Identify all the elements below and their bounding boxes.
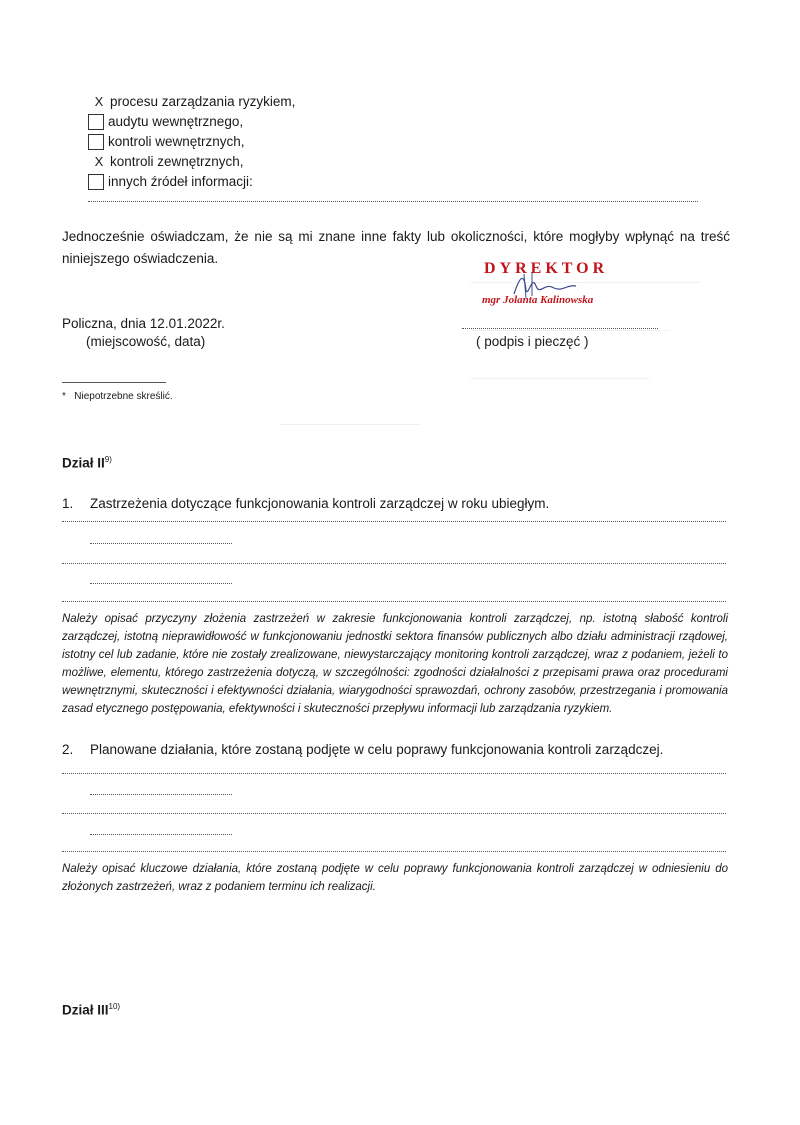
item-2-number: 2. bbox=[62, 742, 74, 757]
bleed-through bbox=[470, 330, 670, 331]
signature-line bbox=[462, 328, 658, 329]
dotted-line bbox=[62, 601, 726, 602]
dotted-line bbox=[88, 201, 698, 202]
stamp-title: DYREKTOR bbox=[484, 260, 609, 277]
section-2-title-text: Dział II bbox=[62, 455, 105, 471]
dotted-line bbox=[62, 851, 726, 852]
dotted-line bbox=[62, 563, 726, 564]
dotted-line bbox=[62, 773, 726, 774]
x-mark: X bbox=[94, 94, 104, 109]
dotted-line bbox=[90, 543, 232, 544]
bleed-through bbox=[280, 424, 420, 425]
section-3-footnote-ref: 10) bbox=[108, 1002, 121, 1011]
place-date-caption: (miejscowość, data) bbox=[86, 334, 206, 349]
declaration-text: Jednocześnie oświadczam, że nie są mi znane inne fakty lub okoliczności, które mogłyby wpłynąć na treść niniejszego oświadczenia. bbox=[62, 229, 730, 266]
item-2 bbox=[62, 742, 663, 757]
source-item bbox=[88, 92, 295, 112]
source-label: innych źródeł informacji: bbox=[108, 174, 253, 189]
bleed-through bbox=[470, 378, 650, 379]
stamp-name: mgr Jolanta Kalinowska bbox=[482, 294, 594, 306]
place-date: Policzna, dnia 12.01.2022r. bbox=[62, 316, 225, 331]
source-label: procesu zarządzania ryzykiem, bbox=[110, 94, 296, 109]
section-2-title bbox=[62, 455, 112, 471]
item-2-text: Planowane działania, które zostaną podjęte w celu poprawy funkcjonowania kontroli zarządczej. bbox=[90, 742, 664, 757]
dotted-line bbox=[90, 583, 232, 584]
source-item bbox=[88, 172, 295, 192]
footnote bbox=[62, 391, 173, 402]
dotted-line bbox=[62, 813, 726, 814]
x-mark: X bbox=[94, 154, 104, 169]
checkbox[interactable] bbox=[88, 114, 104, 130]
section-3-title-text: Dział III bbox=[62, 1002, 109, 1018]
note-1: Należy opisać przyczyny złożenia zastrzeżeń w zakresie funkcjonowania kontroli zarządczej, np. istotną słabość kontroli zarządczej, istotną nieprawidłowość w funkcjonowaniu jednostki sektora finansów publicznych albo działu administracji rządowej, istotny cel lub zadanie, które nie zostały zrealizowane, niewystarczający monitoring kontroli zarządczej, wraz z podaniem, jeżeli to możliwe, elementu, którego zastrzeżenia dotyczą, w szczególności: zgodności działalności z przepisami prawa oraz procedurami wewnętrznymi, skuteczności i efektywności działania, wiarygodności sprawozdań, ochrony zasobów, przestrzegania i promowania zasad etycznego postępowania, efektywności i skuteczności przepływu informacji lub zarządzania ryzykiem. bbox=[62, 613, 728, 715]
note-2: Należy opisać kluczowe działania, które zostaną podjęte w celu poprawy funkcjonowania kontroli zarządczej w odniesieniu do złożonych zastrzeżeń, wraz z podaniem terminu ich realizacji. bbox=[62, 863, 728, 893]
source-label: audytu wewnętrznego, bbox=[108, 114, 244, 129]
footnote-text: Niepotrzebne skreślić. bbox=[74, 391, 173, 402]
dotted-line bbox=[62, 521, 726, 522]
item-1-number: 1. bbox=[62, 496, 74, 511]
item-1-text: Zastrzeżenia dotyczące funkcjonowania kontroli zarządczej w roku ubiegłym. bbox=[90, 496, 550, 511]
item-1 bbox=[62, 496, 549, 511]
source-item bbox=[88, 132, 295, 152]
dotted-line bbox=[90, 794, 232, 795]
section-3-title bbox=[62, 1002, 120, 1018]
checkbox[interactable] bbox=[88, 134, 104, 150]
source-label: kontroli zewnętrznych, bbox=[110, 154, 244, 169]
signature-caption: ( podpis i pieczęć ) bbox=[476, 334, 589, 349]
source-label: kontroli wewnętrznych, bbox=[108, 134, 245, 149]
footnote-mark: * bbox=[62, 391, 66, 402]
dotted-line bbox=[90, 834, 232, 835]
source-item bbox=[88, 112, 295, 132]
source-checklist bbox=[88, 92, 295, 192]
footnote-rule bbox=[62, 382, 166, 383]
source-item bbox=[88, 152, 295, 172]
checkbox[interactable] bbox=[88, 174, 104, 190]
section-2-footnote-ref: 9) bbox=[104, 455, 112, 464]
bleed-through bbox=[470, 282, 700, 283]
